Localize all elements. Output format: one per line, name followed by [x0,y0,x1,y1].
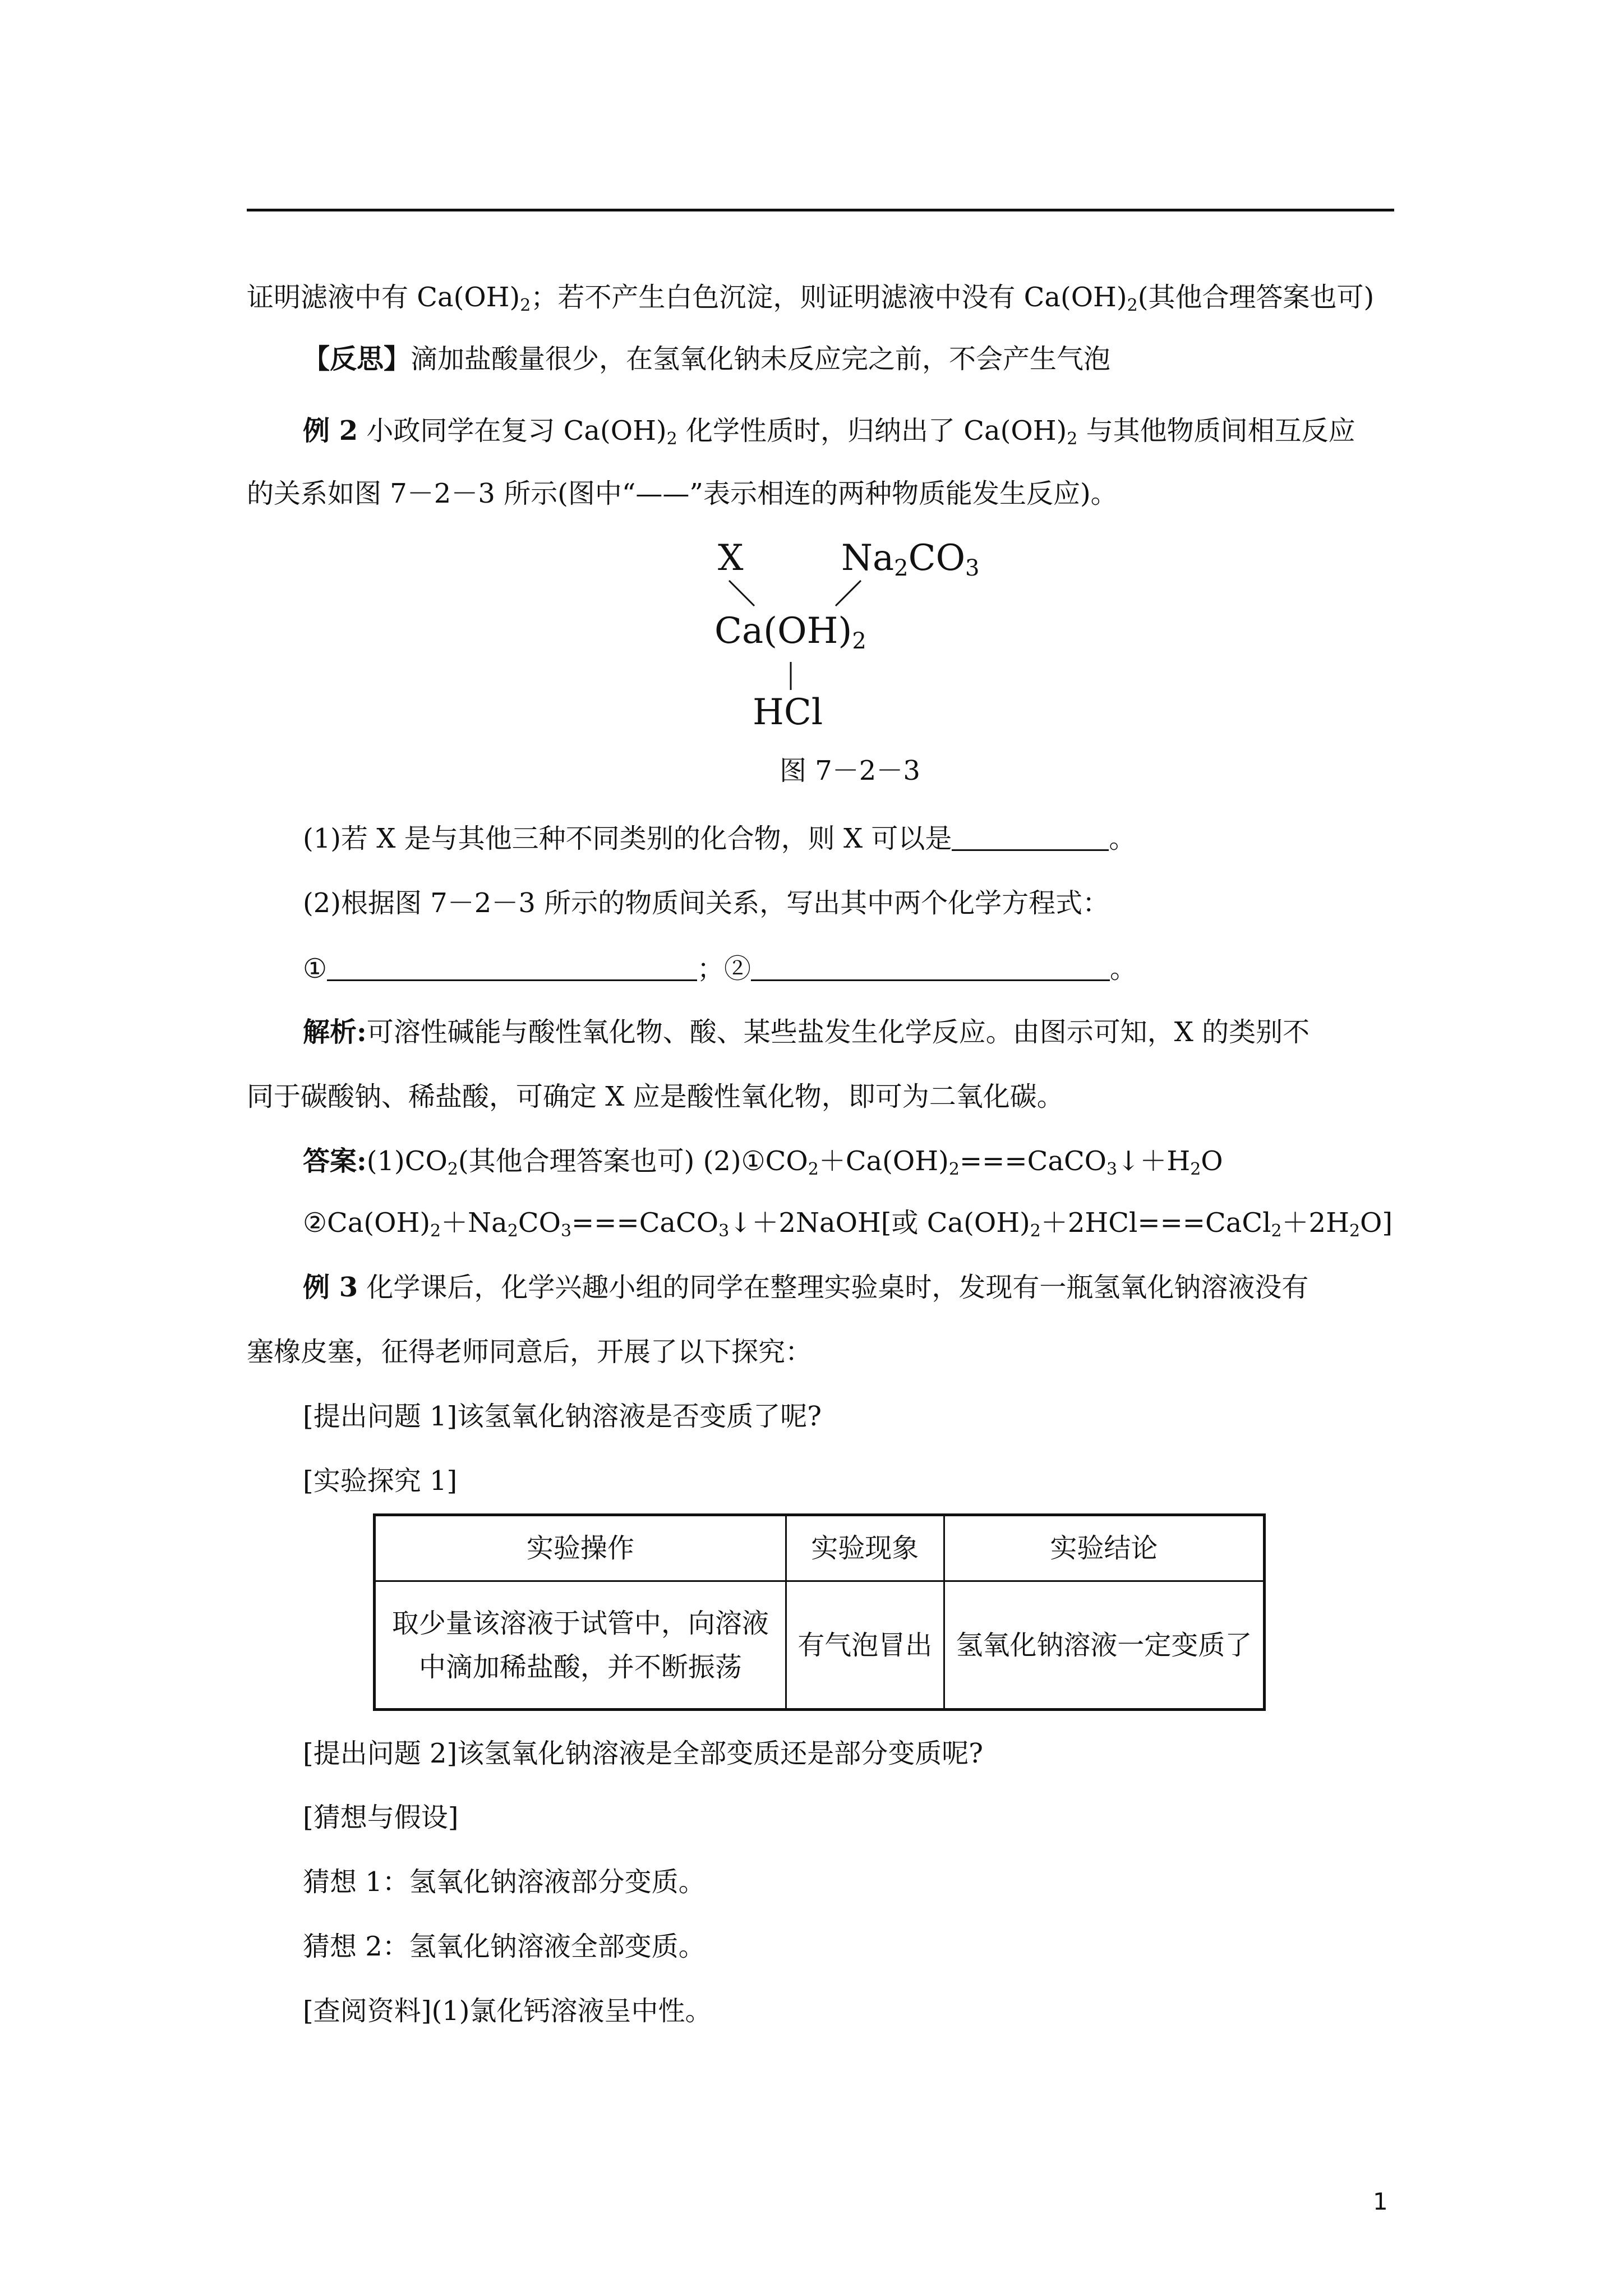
diagram-na2co3: $Na_2CO_3$ [841,537,980,581]
reference-info: [查阅资料](1)氯化钙溶液呈中性。 [303,1995,712,2027]
answer-blank-2b [751,955,1110,981]
table-cell-operation: 取少量该溶液于试管中，向溶液 中滴加稀盐酸，并不断振荡 [375,1581,786,1710]
reflection-label: 【反思】 [303,343,411,375]
answer-blank-2a [327,955,697,981]
header-rule [247,209,1394,211]
example-2-label: 例 2 [303,415,358,447]
analysis-line-2: 同于碳酸钠、稀盐酸，可确定 X 应是酸性氧化物，即可为二氧化碳。 [247,1081,1064,1112]
paragraph-conclusion: 证明滤液中有 $Ca(OH)_2$；若不产生白色沉淀，则证明滤液中没有 $Ca(OH)_2$(其他合理答案也可) [247,282,1375,315]
experiment-table [373,1513,1266,1711]
hypothesis-2: 猜想 2：氢氧化钠溶液全部变质。 [303,1931,706,1962]
example-3-line-2: 塞橡皮塞，征得老师同意后，开展了以下探究： [247,1336,813,1368]
page-number: 1 [1373,2188,1388,2215]
analysis-line-1: 解析:可溶性碱能与酸性氧化物、酸、某些盐发生化学反应。由图示可知，X 的类别不 [303,1016,1310,1048]
analysis-label: 解析: [303,1016,367,1048]
table-cell-phenomenon: 有气泡冒出 [786,1581,944,1710]
table-header-conclusion: 实验结论 [944,1515,1264,1581]
example-3-label: 例 3 [303,1272,358,1303]
hypothesis-heading: [猜想与假设] [303,1802,459,1833]
table-header-operation: 实验操作 [375,1515,786,1581]
reaction-diagram [701,527,1015,740]
question-2-blanks: ① ；② 。 [303,953,1137,984]
question-prompt-1: [提出问题 1]该氢氧化钠溶液是否变质了呢? [303,1401,822,1432]
answer-label: 答案: [303,1145,367,1177]
table-row [375,1581,1265,1710]
example-3-line-1: 例 3 化学课后，化学兴趣小组的同学在整理实验桌时，发现有一瓶氢氧化钠溶液没有 [303,1272,1309,1303]
question-2: (2)根据图 7－2－3 所示的物质间关系，写出其中两个化学方程式： [303,887,1110,919]
figure-caption: 图 7－2－3 [780,755,920,786]
example-2-line-1: 例 2 小政同学在复习 $Ca(OH)_2$ 化学性质时，归纳出了 $Ca(OH)_2$ 与其他物质间相互反应 [303,415,1355,449]
reflection: 【反思】滴加盐酸量很少，在氢氧化钠未反应完之前，不会产生气泡 [303,343,1111,375]
answer-blank-1 [952,825,1109,851]
table-header-phenomenon: 实验现象 [786,1515,944,1581]
diagram-caoh2: $Ca(OH)_2$ [714,610,866,654]
question-1: (1)若 X 是与其他三种不同类别的化合物，则 X 可以是 。 [303,823,1136,854]
table-header-row [375,1515,1265,1581]
example-2-line-2: 的关系如图 7－2－3 所示(图中“——”表示相连的两种物质能发生反应)。 [247,478,1118,509]
experiment-heading-1: [实验探究 1] [303,1465,458,1497]
question-prompt-2: [提出问题 2]该氢氧化钠溶液是全部变质还是部分变质呢? [303,1738,983,1769]
diagram-hcl: HCl [753,692,823,733]
hypothesis-1: 猜想 1：氢氧化钠溶液部分变质。 [303,1866,706,1898]
answer-line-1: 答案$:(1)CO_2$(其他合理答案也可) $(2)①CO_2+Ca(OH)_2===CaCO_3↓+H_2O$ [303,1145,1223,1179]
answer-line-2: $②Ca(OH)_2+Na_2CO_3===CaCO_3↓+2NaOH$[或 $Ca(OH)_2+2HCl===CaCl_2+2H_2O$] [303,1207,1393,1241]
diagram-x: X [718,537,744,579]
table-cell-conclusion: 氢氧化钠溶液一定变质了 [944,1581,1264,1710]
